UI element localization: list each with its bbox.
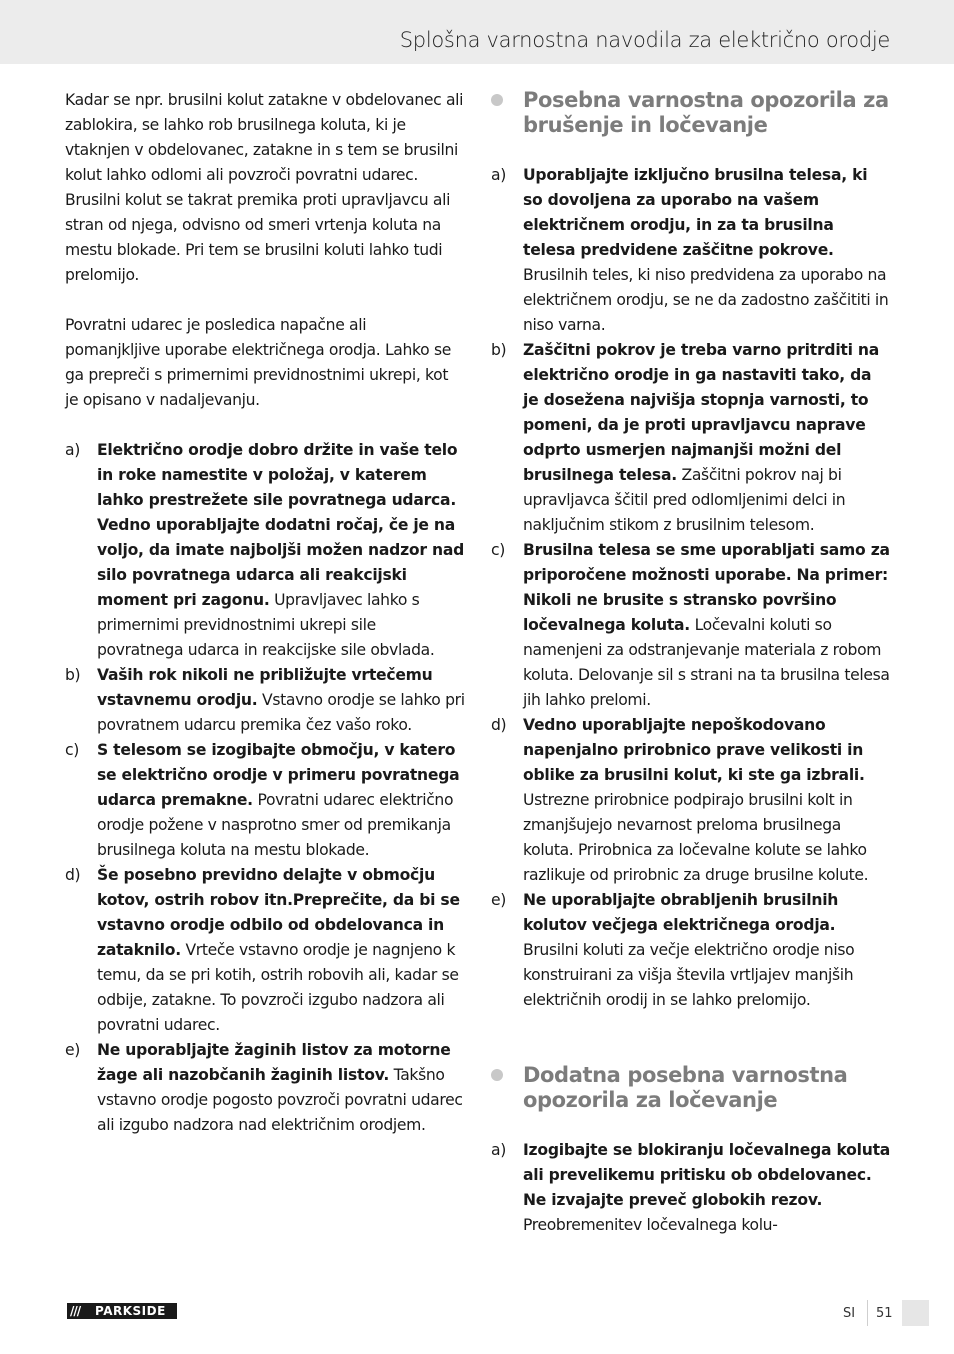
page-number: 51 bbox=[876, 1306, 893, 1321]
list-item-bold: Vedno uporabljajte nepoškodovano napenjalno prirobnico prave velikosti in oblike za brusilni kolut, ki ste ga izbrali. bbox=[523, 716, 865, 784]
language-code: SI bbox=[843, 1306, 856, 1321]
list-item-bold: S telesom se izogibajte območju, v katero se električno orodje v primeru povratnega udarca premakne. bbox=[97, 741, 460, 809]
list-item-label: e) bbox=[65, 1041, 80, 1059]
list-item-label: b) bbox=[65, 666, 81, 684]
list-item-text: Povratni udarec električno orodje požene v nasprotno smer od premikanja brusilnega koluta na mestu blokade. bbox=[97, 791, 454, 859]
list-item-bold: Električno orodje dobro držite in vaše telo in roke namestite v položaj, v katerem lahko prestrežete sile povratnega udarca. Vedno uporabljajte dodatni ročaj, če je na voljo, da imate najboljši možen nadzor nad silo povratnega udarca ali reakcijski moment pri zagonu. bbox=[97, 441, 465, 609]
logo-slashes: /// bbox=[70, 1304, 81, 1318]
list-item-label: a) bbox=[65, 441, 80, 459]
list-item bbox=[65, 1038, 465, 1138]
section-heading-text: Dodatna posebna varnostna opozorila za ločevanje bbox=[523, 1063, 848, 1112]
section-heading-grinding bbox=[491, 88, 891, 138]
list-item-bold: Vaših rok nikoli ne približujte vrtečemu vstavnemu orodju. bbox=[97, 666, 433, 709]
list-item-label: d) bbox=[491, 716, 507, 734]
list-item-text: Zaščitni pokrov naj bi upravljavca ščitil pred odlomljenimi delci in naključnim stikom z brusilnim telesom. bbox=[523, 466, 846, 534]
list-item bbox=[491, 163, 891, 338]
page-title: Splošna varnostna navodila za električno orodje bbox=[399, 28, 890, 52]
list-item-label: e) bbox=[491, 891, 506, 909]
list-item bbox=[65, 438, 465, 663]
list-item-text: Takšno vstavno orodje pogosto povzroči povratni udarec ali izgubo nadzora nad električnim orodjem. bbox=[97, 1066, 463, 1134]
list-item-label: a) bbox=[491, 166, 506, 184]
list-item bbox=[491, 338, 891, 538]
list-item bbox=[491, 713, 891, 888]
list-item-label: c) bbox=[65, 741, 79, 759]
list-item-bold: Izogibajte se blokiranju ločevalnega koluta ali prevelikemu pritisku ob obdelovanec. Ne izvajajte preveč globokih rezov. bbox=[523, 1141, 891, 1209]
list-item bbox=[65, 738, 465, 863]
list-item bbox=[491, 1138, 891, 1238]
list-item-text: Vstavno orodje se lahko pri povratnem udarcu premika čez vašo roko. bbox=[97, 691, 465, 734]
list-item bbox=[491, 538, 891, 713]
bullet-icon bbox=[491, 94, 503, 106]
logo-text: PARKSIDE bbox=[95, 1304, 166, 1318]
list-item-label: d) bbox=[65, 866, 81, 884]
list-item bbox=[65, 863, 465, 1038]
list-item-label: c) bbox=[491, 541, 505, 559]
list-item-bold: Uporabljajte izključno brusilna telesa, ki so dovoljena za uporabo na vašem električnem orodju, in za ta brusilna telesa predvidene zaščitne pokrove. bbox=[523, 166, 868, 259]
list-item bbox=[65, 663, 465, 738]
list-item bbox=[491, 888, 891, 1013]
list-item-label: a) bbox=[491, 1141, 506, 1159]
section-heading-text: Posebna varnostna opozorila za brušenje in ločevanje bbox=[523, 88, 889, 137]
parkside-logo bbox=[67, 1303, 177, 1319]
list-item-label: b) bbox=[491, 341, 507, 359]
list-item-bold: Brusilna telesa se sme uporabljati samo za priporočene možnosti uporabe. Na primer: Nikoli ne brusite s stransko površino ločevalnega koluta. bbox=[523, 541, 890, 634]
intro-paragraph-2: Povratni udarec je posledica napačne ali pomanjkljive uporabe električnega orodja. Lahko se ga prepreči s primernimi previdnostnimi ukrepi, kot je opisano v nadaljevanju. bbox=[65, 316, 451, 409]
left-column bbox=[65, 88, 465, 1138]
intro-paragraph-1: Kadar se npr. brusilni kolut zatakne v obdelovanec ali zablokira, se lahko rob brusilnega koluta, ki je vtaknjen v obdelovanec, zatakne in s tem se brusilni kolut lahko odlomi ali povzroči povratni udarec. Brusilni kolut se takrat premika proti upravljavcu ali stran od njega, odvisno od smeri vrtenja koluta na mestu blokade. Pri tem se brusilni koluti lahko tudi prelomijo. bbox=[65, 91, 464, 284]
list-item-text: Vrteče vstavno orodje je nagnjeno k temu, da se pri kotih, ostrih robovih ali, kadar se odbije, zatakne. To povzroči izgubo nadzora ali povratni udarec. bbox=[97, 941, 459, 1034]
section-heading-cutting bbox=[491, 1063, 891, 1113]
list-item-text: Ločevalni koluti so namenjeni za odstranjevanje materiala z robom koluta. Delovanje sil s strani na ta brusilna telesa jih lahko prelomi. bbox=[523, 616, 890, 709]
bullet-icon bbox=[491, 1069, 503, 1081]
list-item-bold: Ne uporabljajte obrabljenih brusilnih kolutov večjega električnega orodja. bbox=[523, 891, 839, 934]
list-item-text: Brusilnih teles, ki niso predvidena za uporabo na električnem orodju, se ne da zadostno zaščititi in niso varna. bbox=[523, 266, 889, 334]
list-item-bold: Ne uporabljajte žaginih listov za motorne žage ali nazobčanih žaginih listov. bbox=[97, 1041, 451, 1084]
page-header bbox=[0, 0, 954, 64]
right-column bbox=[491, 88, 891, 1238]
list-item-bold: Še posebno previdno delajte v območju kotov, ostrih robov itn.Preprečite, da bi se vstavno orodje odbilo od obdelovanca in zataknilo. bbox=[97, 866, 460, 959]
footer-tab-box bbox=[902, 1300, 929, 1326]
footer-divider bbox=[867, 1300, 868, 1326]
list-item-text: Ustrezne prirobnice podpirajo brusilni kolt in zmanjšujejo nevarnost preloma brusilnega koluta. Prirobnica za ločevalne kolute se lahko razlikuje od prirobnic za druge brusilne kolute. bbox=[523, 791, 869, 884]
list-item-text: Upravljavec lahko s primernimi previdnostnimi ukrepi sile povratnega udarca in reakcijske sile obvlada. bbox=[97, 591, 435, 659]
list-item-bold: Zaščitni pokrov je treba varno pritrditi na električno orodje in ga nastaviti tako, da je dosežena najvišja stopnja varnosti, to pomeni, da je proti upravljavcu naprave odprto usmerjen najmanjši možni del brusilnega telesa. bbox=[523, 341, 880, 484]
list-item-text: Brusilni koluti za večje električno orodje niso konstruirani za višja števila vrtljajev manjših električnih orodij in se lahko prelomijo. bbox=[523, 941, 855, 1009]
list-item-text: Preobremenitev ločevalnega kolu- bbox=[523, 1216, 778, 1234]
